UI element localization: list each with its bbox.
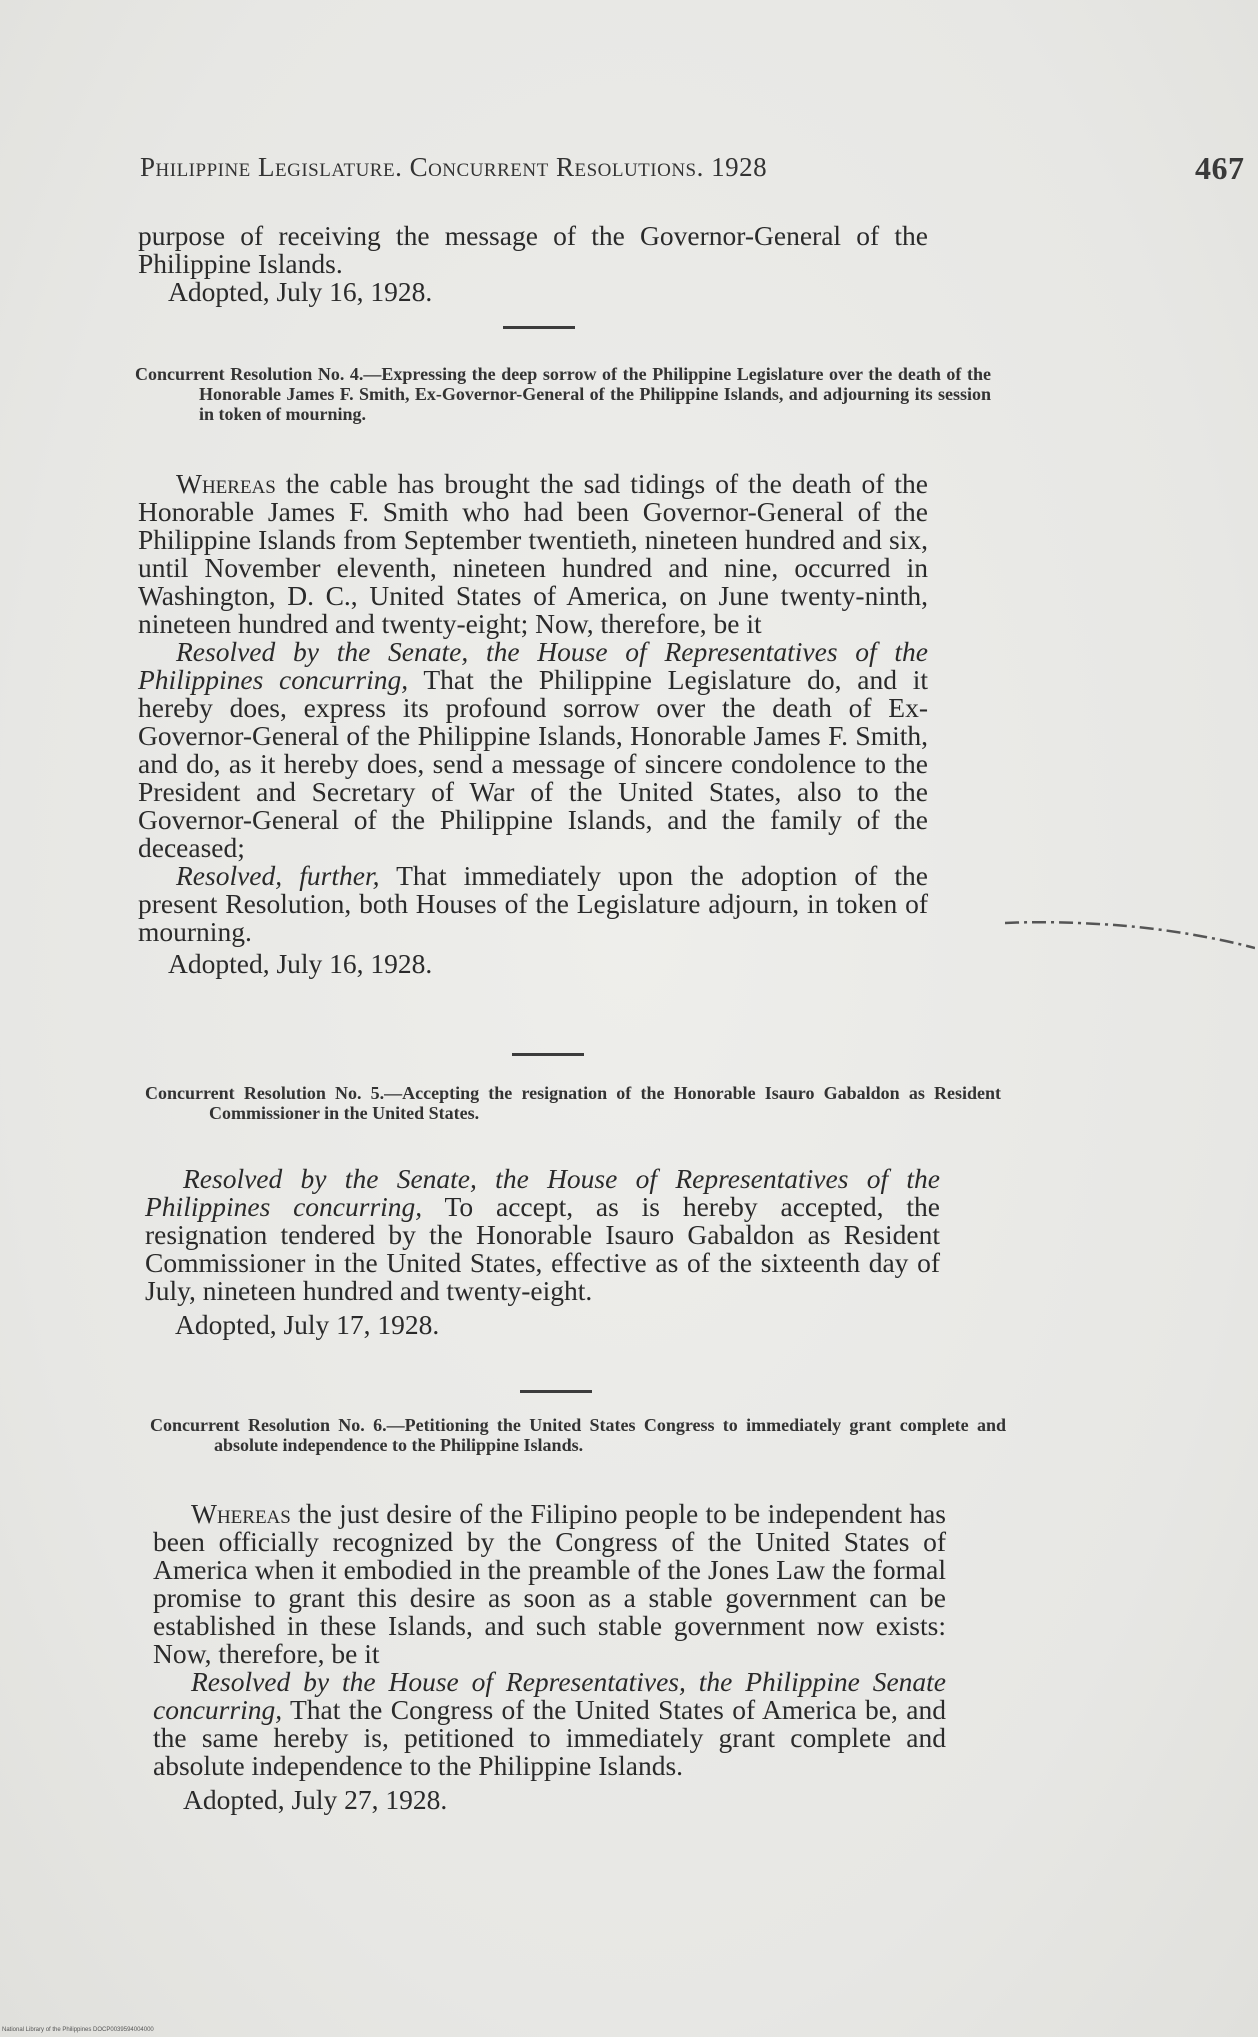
page-number: 467 — [1195, 150, 1245, 186]
resolution-6-resolved — [153, 1668, 946, 1780]
resolution-5-adopted: Adopted, July 17, 1928. — [175, 1309, 440, 1340]
resolved-text: To accept, as is hereby accepted, the resignation tendered by the Honorable Isauro Gabaldon as Resident Commissioner in the United States, effective as of the sixteenth day of July, nineteen hundred and twenty-eight. — [145, 1191, 940, 1306]
resolved-clause: Resolved by the Senate, the House of Representatives of the Philippines concurring, — [138, 636, 928, 695]
section-divider — [520, 1390, 592, 1393]
resolution-4-body — [138, 470, 928, 978]
further-text: That immediately upon the adoption of the present Resolution, both Houses of the Legislature adjourn, in token of mourning. — [138, 860, 928, 947]
whereas-word: Whereas — [191, 1498, 291, 1529]
section-divider — [512, 1053, 584, 1056]
resolution-4-adopted: Adopted, July 16, 1928. — [168, 948, 433, 979]
resolution-5-heading: Concurrent Resolution No. 5.—Accepting the resignation of the Honorable Isauro Gabaldon as Resident Commissioner in the United States. — [145, 1083, 1001, 1123]
scan-smudge — [1005, 913, 1255, 953]
resolved-text: That the Congress of the United States of America be, and the same hereby is, petitioned to immediately grant complete and absolute independence to the Philippine Islands. — [153, 1694, 946, 1781]
whereas-word: Whereas — [176, 468, 276, 499]
resolution-6-heading: Concurrent Resolution No. 6.—Petitioning the United States Congress to immediately grant complete and absolute independence to the Philippine Islands. — [150, 1415, 1006, 1455]
intro-adopted: Adopted, July 16, 1928. — [168, 276, 433, 307]
resolved-clause: Resolved by the Senate, the House of Representatives of the Philippines concurring, — [145, 1163, 940, 1222]
whereas-text: the just desire of the Filipino people to be independent has been officially recognized by the Congress of the United States of America when it embodied in the preamble of the Jones Law the formal promise to grant this desire as soon as a stable government can be established in these Islands, and such stable government now exists: Now, therefore, be it — [153, 1498, 946, 1669]
resolved-clause: Resolved by the House of Representatives, the Philippine Senate concurring, — [153, 1666, 946, 1725]
running-title: Philippine Legislature. Concurrent Resolutions. 1928 — [140, 152, 768, 182]
resolution-4-resolved — [138, 638, 928, 862]
resolution-6-adopted: Adopted, July 27, 1928. — [183, 1784, 448, 1815]
resolution-4-further — [138, 862, 928, 946]
further-clause: Resolved, further, — [176, 860, 380, 891]
scan-footer: National Library of the Philippines DOCP0039594004000 — [2, 2027, 154, 2033]
resolution-6-body — [153, 1500, 946, 1814]
intro-text: purpose of receiving the message of the Governor-General of the Philippine Islands. — [138, 220, 928, 279]
resolution-4-heading: Concurrent Resolution No. 4.—Expressing the deep sorrow of the Philippine Legislature over the death of the Honorable James F. Smith, Ex-Governor-General of the Philippine Islands, and adjourning its session in token of mourning. — [135, 364, 991, 424]
running-header — [140, 150, 1245, 186]
intro-block — [138, 222, 928, 306]
section-divider — [503, 326, 575, 329]
resolution-4-whereas — [138, 470, 928, 638]
whereas-text: the cable has brought the sad tidings of the death of the Honorable James F. Smith who had been Governor-General of the Philippine Islands from September twentieth, nineteen hundred and six, until November eleventh, nineteen hundred and nine, occurred in Washington, D. C., United States of America, on June twenty-ninth, nineteen hundred and twenty-eight; Now, therefore, be it — [138, 468, 928, 639]
resolution-5-resolved — [145, 1165, 940, 1305]
resolved-text: That the Philippine Legislature do, and it hereby does, express its profound sorrow over the death of Ex-Governor-General of the Philippine Islands, Honorable James F. Smith, and do, as it hereby does, send a message of sincere condolence to the President and Secretary of War of the United States, also to the Governor-General of the Philippine Islands, and the family of the deceased; — [138, 664, 928, 863]
resolution-6-whereas — [153, 1500, 946, 1668]
resolution-5-body — [145, 1165, 940, 1339]
